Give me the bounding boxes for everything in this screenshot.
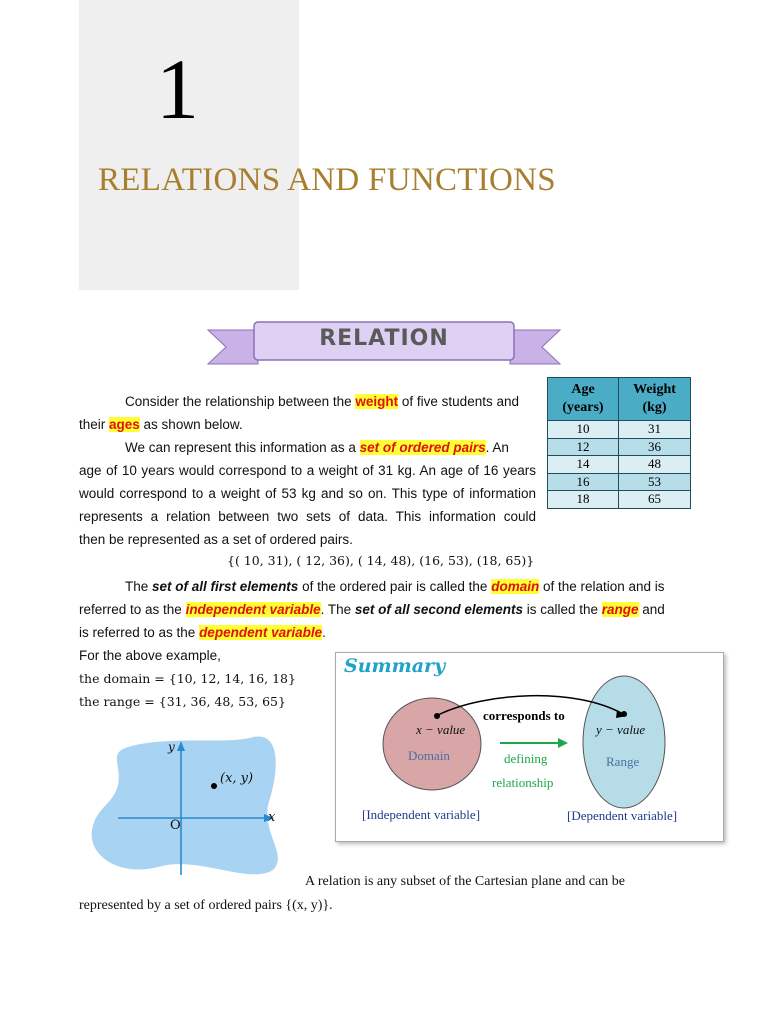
dependent-variable-label: [Dependent variable] [567,808,678,823]
header-weight: Weight (kg) [619,378,691,421]
plotted-point [211,783,217,789]
example-range: the range = {31, 36, 48, 53, 65} [79,694,286,709]
table-row [548,491,691,509]
example-intro: For the above example, [79,648,221,663]
age-cell: 18 [548,491,619,509]
intro-line-5: would correspond to a weight of 53 kg and so on. This type of information [79,486,536,501]
defining-label: defining [504,751,548,766]
independent-variable-label: [Independent variable] [362,807,481,822]
table-row [548,438,691,456]
highlight-dependent: dependent variable [199,625,323,640]
defining-arrowhead-icon [558,738,568,748]
weight-cell: 65 [619,491,691,509]
age-cell: 10 [548,421,619,439]
weight-cell: 53 [619,473,691,491]
ordered-pairs-set: {( 10, 31), ( 12, 36), ( 14, 48), (16, 53), (18, 65)} [227,553,535,568]
table-header-row [548,378,691,421]
y-value-label: y − value [596,722,646,737]
example-domain: the domain = {10, 12, 14, 16, 18} [79,671,296,686]
weight-cell: 36 [619,438,691,456]
definition-line-2: referred to as the independent variable. The set of all second elements is called the range and [79,602,665,617]
y-axis-label: y [168,740,175,754]
definition-line-1: The set of all first elements of the ordered pair is called the domain of the relation and is [125,579,665,594]
age-cell: 16 [548,473,619,491]
banner-label: RELATION [319,326,449,351]
highlight-weight: weight [355,394,399,409]
range-ellipse [583,676,665,808]
chapter-number: 1 [156,41,199,137]
weight-cell: 48 [619,456,691,474]
corresponds-label: corresponds to [483,708,565,723]
plane-region [92,736,278,874]
summary-title: Summary [344,655,446,677]
intro-line-6: represents a relation between two sets of data. This information could [79,509,536,524]
definition-line-3: is referred to as the dependent variable. [79,625,326,640]
highlight-independent: independent variable [185,602,321,617]
range-label: Range [606,754,640,769]
relationship-label: relationship [492,775,554,790]
intro-line-3: We can represent this information as a set of ordered pairs. An [125,440,509,455]
weight-cell: 31 [619,421,691,439]
domain-label: Domain [408,748,450,763]
closing-line-1: A relation is any subset of the Cartesian plane and can be [305,874,625,889]
table-row [548,456,691,474]
age-cell: 12 [548,438,619,456]
point-label: (x, y) [220,771,254,786]
chapter-title: RELATIONS AND FUNCTIONS [98,162,556,198]
table-row [548,421,691,439]
domain-ellipse [383,698,481,790]
age-weight-table [547,377,691,509]
x-axis-label: x [268,810,276,825]
highlight-ages: ages [109,417,140,432]
highlight-ordered-pairs: set of ordered pairs [359,440,486,455]
highlight-range: range [601,602,639,617]
table-row [548,473,691,491]
highlight-domain: domain [491,579,540,594]
header-age: Age (years) [548,378,619,421]
x-value-label: x − value [416,722,466,737]
intro-line-1: Consider the relationship between the weight of five students and [125,394,519,409]
closing-line-2: represented by a set of ordered pairs {(x, y)}. [79,898,333,913]
intro-line-4: age of 10 years would correspond to a weight of 31 kg. An age of 16 years [79,463,536,478]
cartesian-plane-illustration [88,735,298,880]
x-value-point [434,713,440,719]
intro-line-2: their ages as shown below. [79,417,243,432]
origin-label: O [170,818,181,833]
age-cell: 14 [548,456,619,474]
y-value-point [621,711,627,717]
intro-line-7: then be represented as a set of ordered pairs. [79,532,353,547]
